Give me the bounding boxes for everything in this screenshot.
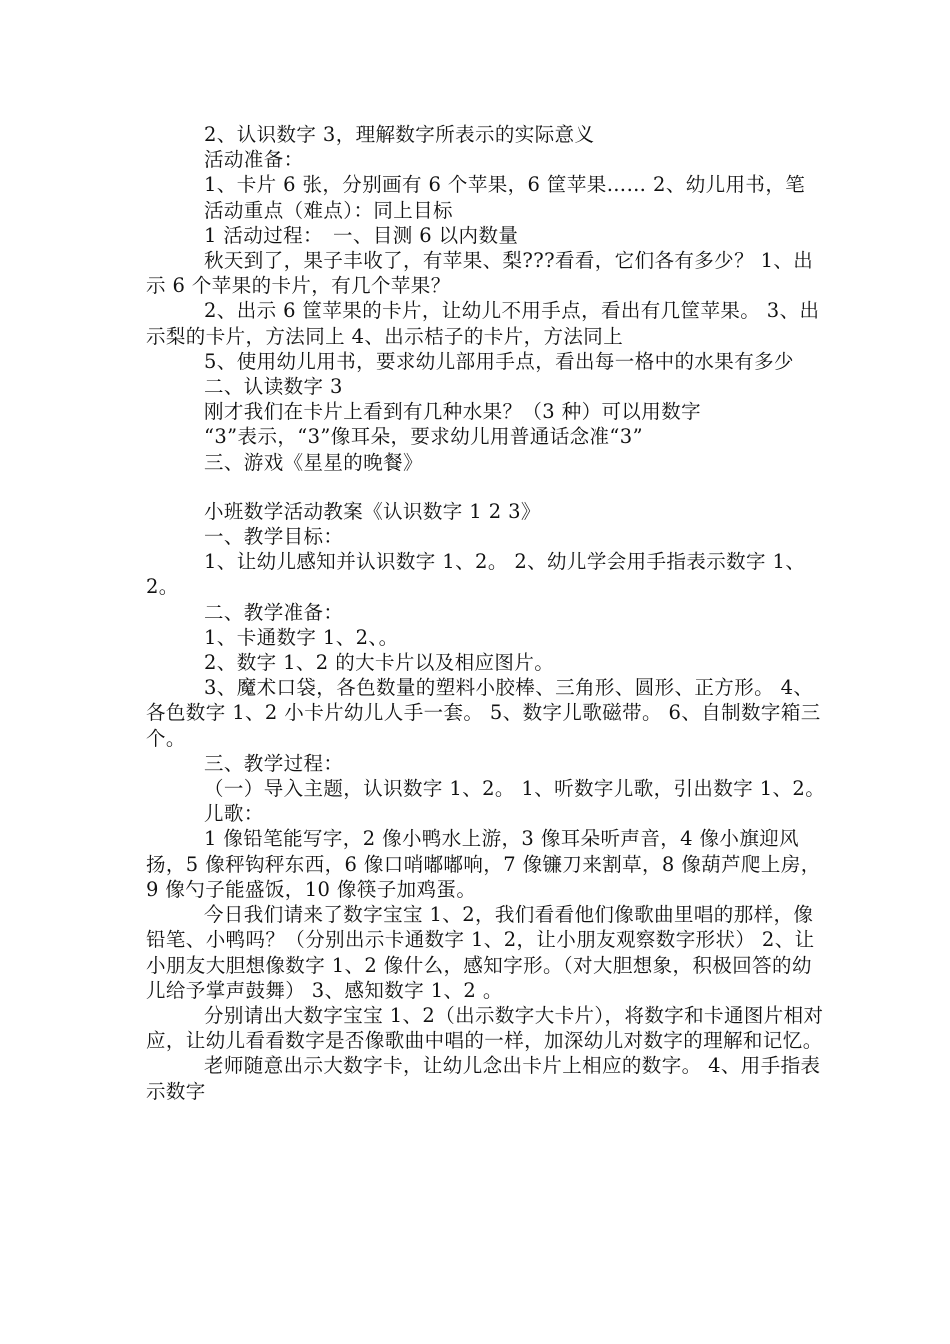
paragraph: 三、游戏《星星的晚餐》 xyxy=(204,450,423,474)
paragraph: 1、让幼儿感知并认识数字 1、2。 2、幼儿学会用手指表示数字 1、2。 xyxy=(146,550,806,599)
document-body xyxy=(146,122,826,1104)
paragraph: 2、认识数字 3，理解数字所表示的实际意义 xyxy=(204,123,595,146)
paragraph: 1 像铅笔能写字，2 像小鸭水上游，3 像耳朵听声音，4 像小旗迎风扬，5 像秤钩秤东西，6 像口哨嘟嘟响，7 像镰刀来割草，8 像葫芦爬上房，9 像勺子能盛饭，10 像筷子加鸡蛋。 xyxy=(146,827,821,901)
paragraph: 分别请出大数字宝宝 1、2（出示数字大卡片），将数字和卡通图片相对应，让幼儿看看数字是否像歌曲中唱的一样，加深幼儿对数字的理解和记忆。 xyxy=(146,1003,824,1053)
paragraph: 活动准备： xyxy=(204,148,304,172)
paragraph: 1 活动过程： 一、目测 6 以内数量 xyxy=(204,223,519,247)
paragraph: 2、出示 6 筐苹果的卡片，让幼儿不用手点，看出有几筐苹果。 3、出示梨的卡片，方法同上 4、出示桔子的卡片，方法同上 xyxy=(146,299,820,348)
paragraph: 活动重点（难点）：同上目标 xyxy=(204,198,453,222)
paragraph: 1、卡通数字 1、2、。 xyxy=(204,625,399,649)
paragraph: 1、卡片 6 张，分别画有 6 个苹果，6 筐苹果…… 2、幼儿用书，笔 xyxy=(204,173,806,197)
paragraph: 今日我们请来了数字宝宝 1、2，我们看看他们像歌曲里唱的那样，像铅笔、小鸭吗？（分别出示卡通数字 1、2，让小朋友观察数字形状） 2、让小朋友大胆想像数字 1、2 像什么，感知字形。（对大胆想象，积极回答的幼儿给予掌声鼓舞） 3、感知数字 1、2 。 xyxy=(146,903,815,1002)
blank-line xyxy=(146,475,826,499)
paragraph: （一）导入主题，认识数字 1、2。 1、听数字儿歌，引出数字 1、2。 xyxy=(204,777,826,801)
paragraph: 2、数字 1、2 的大卡片以及相应图片。 xyxy=(204,651,555,675)
paragraph: 秋天到了，果子丰收了，有苹果、梨???看看，它们各有多少？ 1、出示 6 个苹果的卡片，有几个苹果？ xyxy=(146,249,814,298)
paragraph: 一、教学目标： xyxy=(204,525,344,549)
paragraph: “3”表示，“3”像耳朵，要求幼儿用普通话念准“3” xyxy=(204,425,643,449)
paragraph: 刚才我们在卡片上看到有几种水果？（3 种）可以用数字 xyxy=(204,400,702,424)
paragraph: 二、认读数字 3 xyxy=(204,375,343,399)
paragraph: 三、教学过程： xyxy=(204,751,344,775)
paragraph: 老师随意出示大数字卡，让幼儿念出卡片上相应的数字。 4、用手指表示数字 xyxy=(146,1054,821,1103)
paragraph: 小班数学活动教案《认识数字 1 2 3》 xyxy=(204,499,541,523)
paragraph: 5、使用幼儿用书，要求幼儿部用手点，看出每一格中的水果有多少 xyxy=(204,349,794,373)
paragraph: 3、魔术口袋，各色数量的塑料小胶棒、三角形、圆形、正方形。 4、各色数字 1、2 小卡片幼儿人手一套。 5、数字儿歌磁带。 6、自制数字箱三个。 xyxy=(146,676,821,750)
paragraph: 儿歌： xyxy=(204,802,264,826)
paragraph: 二、教学准备： xyxy=(204,600,344,624)
